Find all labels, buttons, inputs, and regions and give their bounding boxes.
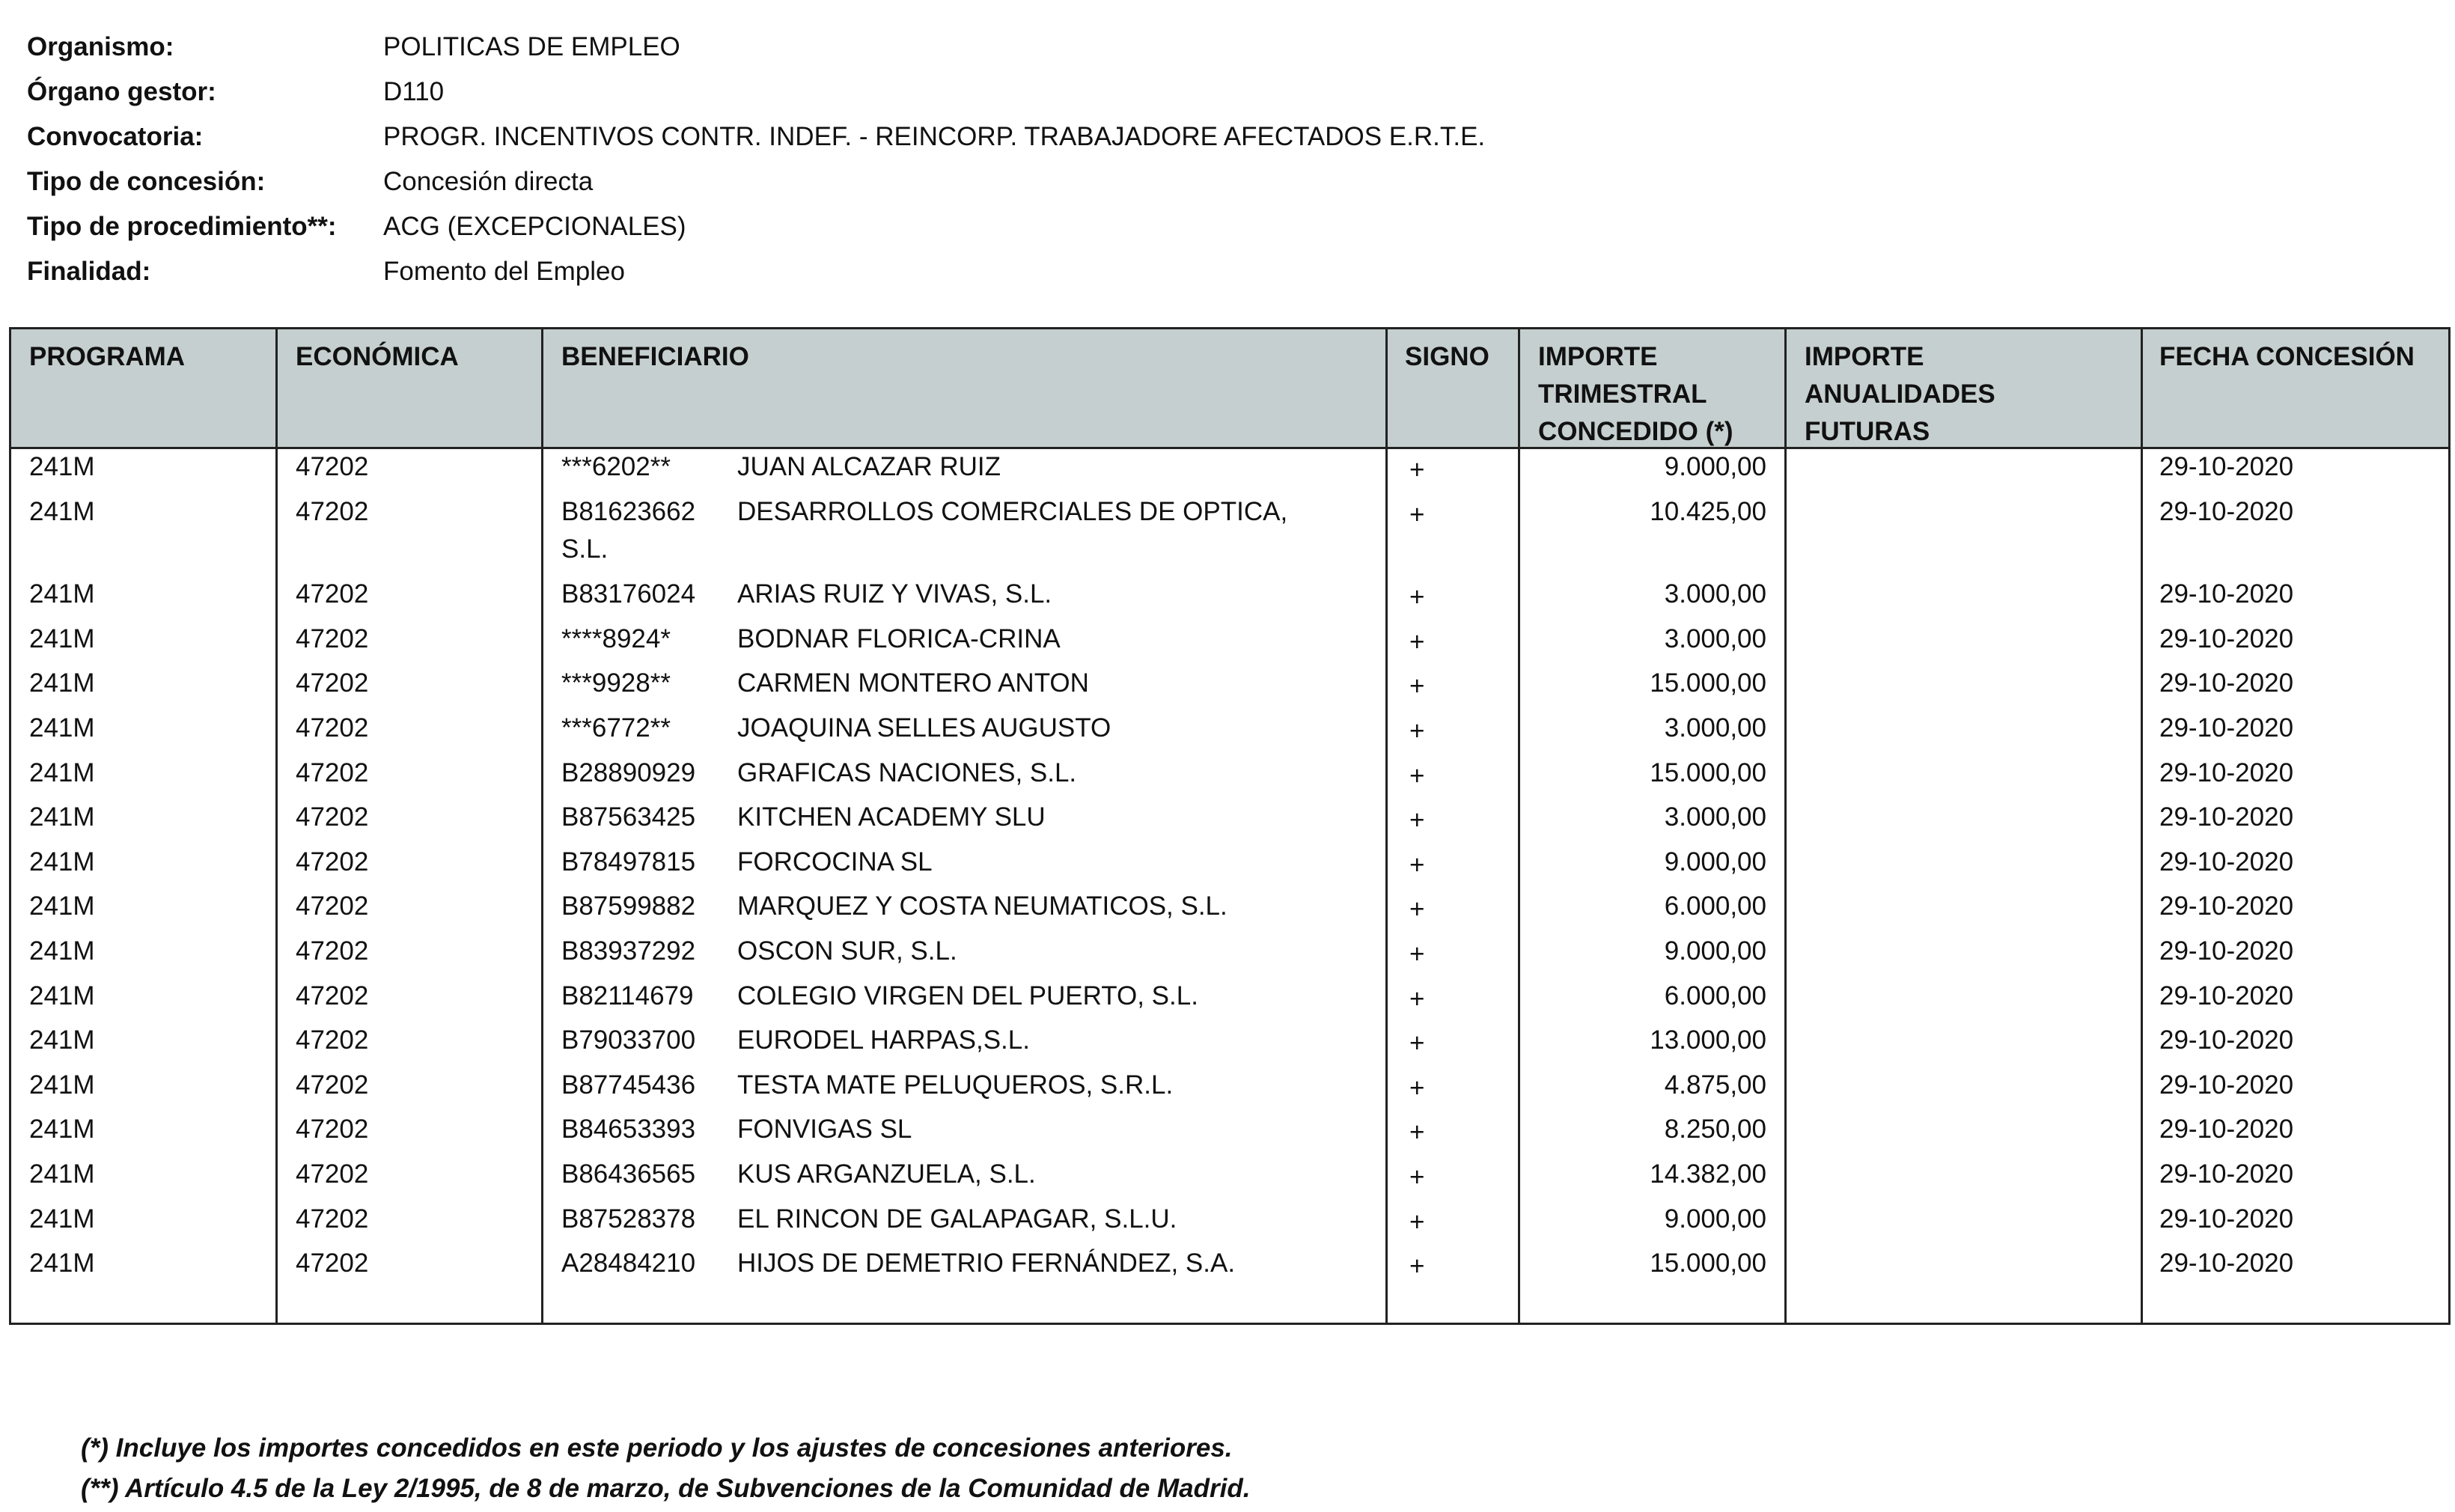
meta-tipo-procedimiento xyxy=(27,210,2272,254)
cell-programa: 241M xyxy=(29,496,95,526)
footnote: (**) Artículo 4.5 de la Ley 2/1995, de 8 de marzo, de Subvenciones de la Comunidad de Madrid. xyxy=(81,1474,1251,1503)
cell-signo: + xyxy=(1409,582,1425,612)
cell-importe: 4.875,00 xyxy=(1664,1070,1766,1100)
cell-programa: 241M xyxy=(29,452,95,481)
column-divider xyxy=(1784,329,1787,1323)
meta-label: Tipo de concesión: xyxy=(27,167,266,196)
cell-signo: + xyxy=(1409,455,1425,484)
cell-signo: + xyxy=(1409,627,1425,656)
cell-importe: 15.000,00 xyxy=(1650,1249,1766,1278)
cell-importe: 6.000,00 xyxy=(1664,981,1766,1010)
cell-importe: 6.000,00 xyxy=(1664,891,1766,921)
column-divider xyxy=(2141,329,2143,1323)
cell-nif: B82114679 xyxy=(561,981,694,1010)
cell-programa: 241M xyxy=(29,1115,95,1144)
header-line: CONCEDIDO (*) xyxy=(1538,417,1733,446)
cell-fecha: 29-10-2020 xyxy=(2159,624,2294,653)
cell-importe: 3.000,00 xyxy=(1664,624,1766,653)
cell-economica: 47202 xyxy=(296,1115,369,1144)
cell-importe: 9.000,00 xyxy=(1664,1204,1766,1234)
header-importe-anualidades xyxy=(1805,338,1995,451)
cell-economica: 47202 xyxy=(296,713,369,743)
cell-beneficiario: KITCHEN ACADEMY SLU xyxy=(737,802,1046,832)
cell-programa: 241M xyxy=(29,1070,95,1100)
cell-economica: 47202 xyxy=(296,624,369,653)
cell-fecha: 29-10-2020 xyxy=(2159,936,2294,966)
cell-nif: B84653393 xyxy=(561,1115,696,1144)
meta-value: Concesión directa xyxy=(383,167,594,196)
cell-signo: + xyxy=(1409,1207,1425,1237)
cell-economica: 47202 xyxy=(296,452,369,481)
header-fecha: FECHA CONCESIÓN xyxy=(2159,342,2415,371)
cell-signo: + xyxy=(1409,760,1425,790)
cell-fecha: 29-10-2020 xyxy=(2159,1159,2294,1189)
cell-importe: 9.000,00 xyxy=(1664,936,1766,966)
cell-nif: B83937292 xyxy=(561,936,696,966)
cell-nif: B87563425 xyxy=(561,802,696,832)
cell-beneficiario: KUS ARGANZUELA, S.L. xyxy=(737,1159,1036,1189)
cell-economica: 47202 xyxy=(296,802,369,832)
cell-fecha: 29-10-2020 xyxy=(2159,1070,2294,1100)
footnote: (*) Incluye los importes concedidos en este periodo y los ajustes de concesiones anteriores. xyxy=(81,1433,1233,1463)
cell-nif: ***9928** xyxy=(561,668,671,698)
cell-economica: 47202 xyxy=(296,1249,369,1278)
cell-nif: A28484210 xyxy=(561,1249,696,1278)
cell-economica: 47202 xyxy=(296,668,369,698)
header-signo: SIGNO xyxy=(1405,342,1489,371)
metadata-block xyxy=(27,30,2272,299)
header-economica: ECONÓMICA xyxy=(296,342,459,371)
cell-signo: + xyxy=(1409,805,1425,835)
cell-signo: + xyxy=(1409,1252,1425,1281)
cell-fecha: 29-10-2020 xyxy=(2159,802,2294,832)
cell-programa: 241M xyxy=(29,1025,95,1055)
cell-beneficiario: TESTA MATE PELUQUEROS, S.R.L. xyxy=(737,1070,1174,1100)
cell-signo: + xyxy=(1409,1073,1425,1103)
cell-importe: 15.000,00 xyxy=(1650,757,1766,787)
cell-nif: B87528378 xyxy=(561,1204,696,1234)
cell-fecha: 29-10-2020 xyxy=(2159,579,2294,609)
cell-beneficiario: JUAN ALCAZAR RUIZ xyxy=(737,452,1001,481)
cell-nif: B81623662 xyxy=(561,496,696,526)
cell-programa: 241M xyxy=(29,936,95,966)
cell-beneficiario: MARQUEZ Y COSTA NEUMATICOS, S.L. xyxy=(737,891,1228,921)
cell-nif: B87745436 xyxy=(561,1070,696,1100)
cell-programa: 241M xyxy=(29,802,95,832)
cell-economica: 47202 xyxy=(296,757,369,787)
cell-beneficiario: GRAFICAS NACIONES, S.L. xyxy=(737,757,1077,787)
meta-value: D110 xyxy=(383,77,445,106)
cell-signo: + xyxy=(1409,984,1425,1013)
column-divider xyxy=(1385,329,1388,1323)
cell-beneficiario: COLEGIO VIRGEN DEL PUERTO, S.L. xyxy=(737,981,1198,1010)
cell-importe: 15.000,00 xyxy=(1650,668,1766,698)
meta-label: Finalidad: xyxy=(27,257,151,286)
cell-nif: B83176024 xyxy=(561,579,696,609)
cell-importe: 3.000,00 xyxy=(1664,802,1766,832)
cell-beneficiario: CARMEN MONTERO ANTON xyxy=(737,668,1089,698)
cell-economica: 47202 xyxy=(296,936,369,966)
header-line: FUTURAS xyxy=(1805,417,1930,446)
cell-fecha: 29-10-2020 xyxy=(2159,1025,2294,1055)
cell-economica: 47202 xyxy=(296,1025,369,1055)
cell-importe: 9.000,00 xyxy=(1664,847,1766,877)
meta-value: POLITICAS DE EMPLEO xyxy=(383,32,680,61)
meta-value: Fomento del Empleo xyxy=(383,257,625,286)
cell-nif: B86436565 xyxy=(561,1159,696,1189)
cell-importe: 9.000,00 xyxy=(1664,452,1766,481)
meta-organismo xyxy=(27,30,2272,75)
cell-importe: 8.250,00 xyxy=(1664,1115,1766,1144)
cell-fecha: 29-10-2020 xyxy=(2159,757,2294,787)
cell-fecha: 29-10-2020 xyxy=(2159,452,2294,481)
meta-label: Tipo de procedimiento**: xyxy=(27,212,337,241)
concessions-table xyxy=(9,327,2451,1325)
cell-economica: 47202 xyxy=(296,496,369,526)
cell-fecha: 29-10-2020 xyxy=(2159,847,2294,877)
cell-fecha: 29-10-2020 xyxy=(2159,1204,2294,1234)
meta-label: Convocatoria: xyxy=(27,122,204,151)
meta-label: Órgano gestor: xyxy=(27,77,216,106)
cell-beneficiario: DESARROLLOS COMERCIALES DE OPTICA, xyxy=(737,496,1288,526)
cell-programa: 241M xyxy=(29,757,95,787)
cell-importe: 3.000,00 xyxy=(1664,713,1766,743)
cell-fecha: 29-10-2020 xyxy=(2159,1115,2294,1144)
cell-beneficiario: OSCON SUR, S.L. xyxy=(737,936,957,966)
meta-tipo-concesion xyxy=(27,165,2272,210)
meta-label: Organismo: xyxy=(27,32,174,61)
cell-programa: 241M xyxy=(29,1204,95,1234)
table-header xyxy=(11,329,2448,449)
cell-nif: B87599882 xyxy=(561,891,696,921)
cell-beneficiario: JOAQUINA SELLES AUGUSTO xyxy=(737,713,1111,743)
meta-organo-gestor xyxy=(27,75,2272,120)
cell-economica: 47202 xyxy=(296,847,369,877)
header-importe-trimestral xyxy=(1538,338,1733,451)
cell-fecha: 29-10-2020 xyxy=(2159,1249,2294,1278)
cell-nif: B28890929 xyxy=(561,757,696,787)
cell-economica: 47202 xyxy=(296,981,369,1010)
footnotes xyxy=(81,1428,1250,1509)
cell-fecha: 29-10-2020 xyxy=(2159,496,2294,526)
cell-economica: 47202 xyxy=(296,1159,369,1189)
cell-nif: B79033700 xyxy=(561,1025,696,1055)
cell-beneficiario: BODNAR FLORICA-CRINA xyxy=(737,624,1061,653)
cell-nif: ***6772** xyxy=(561,713,671,743)
cell-programa: 241M xyxy=(29,624,95,653)
cell-beneficiario: HIJOS DE DEMETRIO FERNÁNDEZ, S.A. xyxy=(737,1249,1236,1278)
cell-economica: 47202 xyxy=(296,891,369,921)
cell-beneficiario: FORCOCINA SL xyxy=(737,847,933,877)
cell-programa: 241M xyxy=(29,1159,95,1189)
cell-signo: + xyxy=(1409,850,1425,880)
header-line: ANUALIDADES xyxy=(1805,379,1995,409)
cell-importe: 14.382,00 xyxy=(1650,1159,1766,1189)
cell-beneficiario: EL RINCON DE GALAPAGAR, S.L.U. xyxy=(737,1204,1177,1234)
meta-value: ACG (EXCEPCIONALES) xyxy=(383,212,686,241)
cell-programa: 241M xyxy=(29,847,95,877)
cell-signo: + xyxy=(1409,1118,1425,1147)
cell-fecha: 29-10-2020 xyxy=(2159,981,2294,1010)
header-programa: PROGRAMA xyxy=(29,342,186,371)
header-line: TRIMESTRAL xyxy=(1538,379,1707,409)
cell-signo: + xyxy=(1409,716,1425,746)
cell-programa: 241M xyxy=(29,713,95,743)
cell-importe: 10.425,00 xyxy=(1650,496,1766,526)
cell-signo: + xyxy=(1409,939,1425,969)
cell-beneficiario: FONVIGAS SL xyxy=(737,1115,912,1144)
cell-signo: + xyxy=(1409,671,1425,701)
meta-finalidad xyxy=(27,254,2272,299)
cell-importe: 13.000,00 xyxy=(1650,1025,1766,1055)
column-divider xyxy=(541,329,543,1323)
cell-programa: 241M xyxy=(29,981,95,1010)
column-divider xyxy=(1518,329,1520,1323)
cell-importe: 3.000,00 xyxy=(1664,579,1766,609)
cell-nif: B78497815 xyxy=(561,847,696,877)
cell-signo: + xyxy=(1409,1162,1425,1192)
header-beneficiario: BENEFICIARIO xyxy=(561,342,749,371)
cell-fecha: 29-10-2020 xyxy=(2159,668,2294,698)
cell-economica: 47202 xyxy=(296,1204,369,1234)
cell-signo: + xyxy=(1409,499,1425,529)
cell-economica: 47202 xyxy=(296,579,369,609)
cell-fecha: 29-10-2020 xyxy=(2159,891,2294,921)
cell-beneficiario: ARIAS RUIZ Y VIVAS, S.L. xyxy=(737,579,1052,609)
cell-nif: ****8924* xyxy=(561,624,671,653)
cell-signo: + xyxy=(1409,1028,1425,1058)
cell-programa: 241M xyxy=(29,668,95,698)
meta-convocatoria xyxy=(27,120,2272,165)
cell-programa: 241M xyxy=(29,1249,95,1278)
header-line: IMPORTE xyxy=(1538,342,1658,371)
cell-beneficiario: EURODEL HARPAS,S.L. xyxy=(737,1025,1030,1055)
cell-fecha: 29-10-2020 xyxy=(2159,713,2294,743)
cell-beneficiario-cont: S.L. xyxy=(561,534,609,564)
meta-value: PROGR. INCENTIVOS CONTR. INDEF. - REINCORP. TRABAJADORE AFECTADOS E.R.T.E. xyxy=(383,122,1486,151)
cell-economica: 47202 xyxy=(296,1070,369,1100)
cell-programa: 241M xyxy=(29,891,95,921)
cell-nif: ***6202** xyxy=(561,452,671,481)
header-line: IMPORTE xyxy=(1805,342,1924,371)
cell-programa: 241M xyxy=(29,579,95,609)
column-divider xyxy=(275,329,278,1323)
cell-signo: + xyxy=(1409,894,1425,924)
